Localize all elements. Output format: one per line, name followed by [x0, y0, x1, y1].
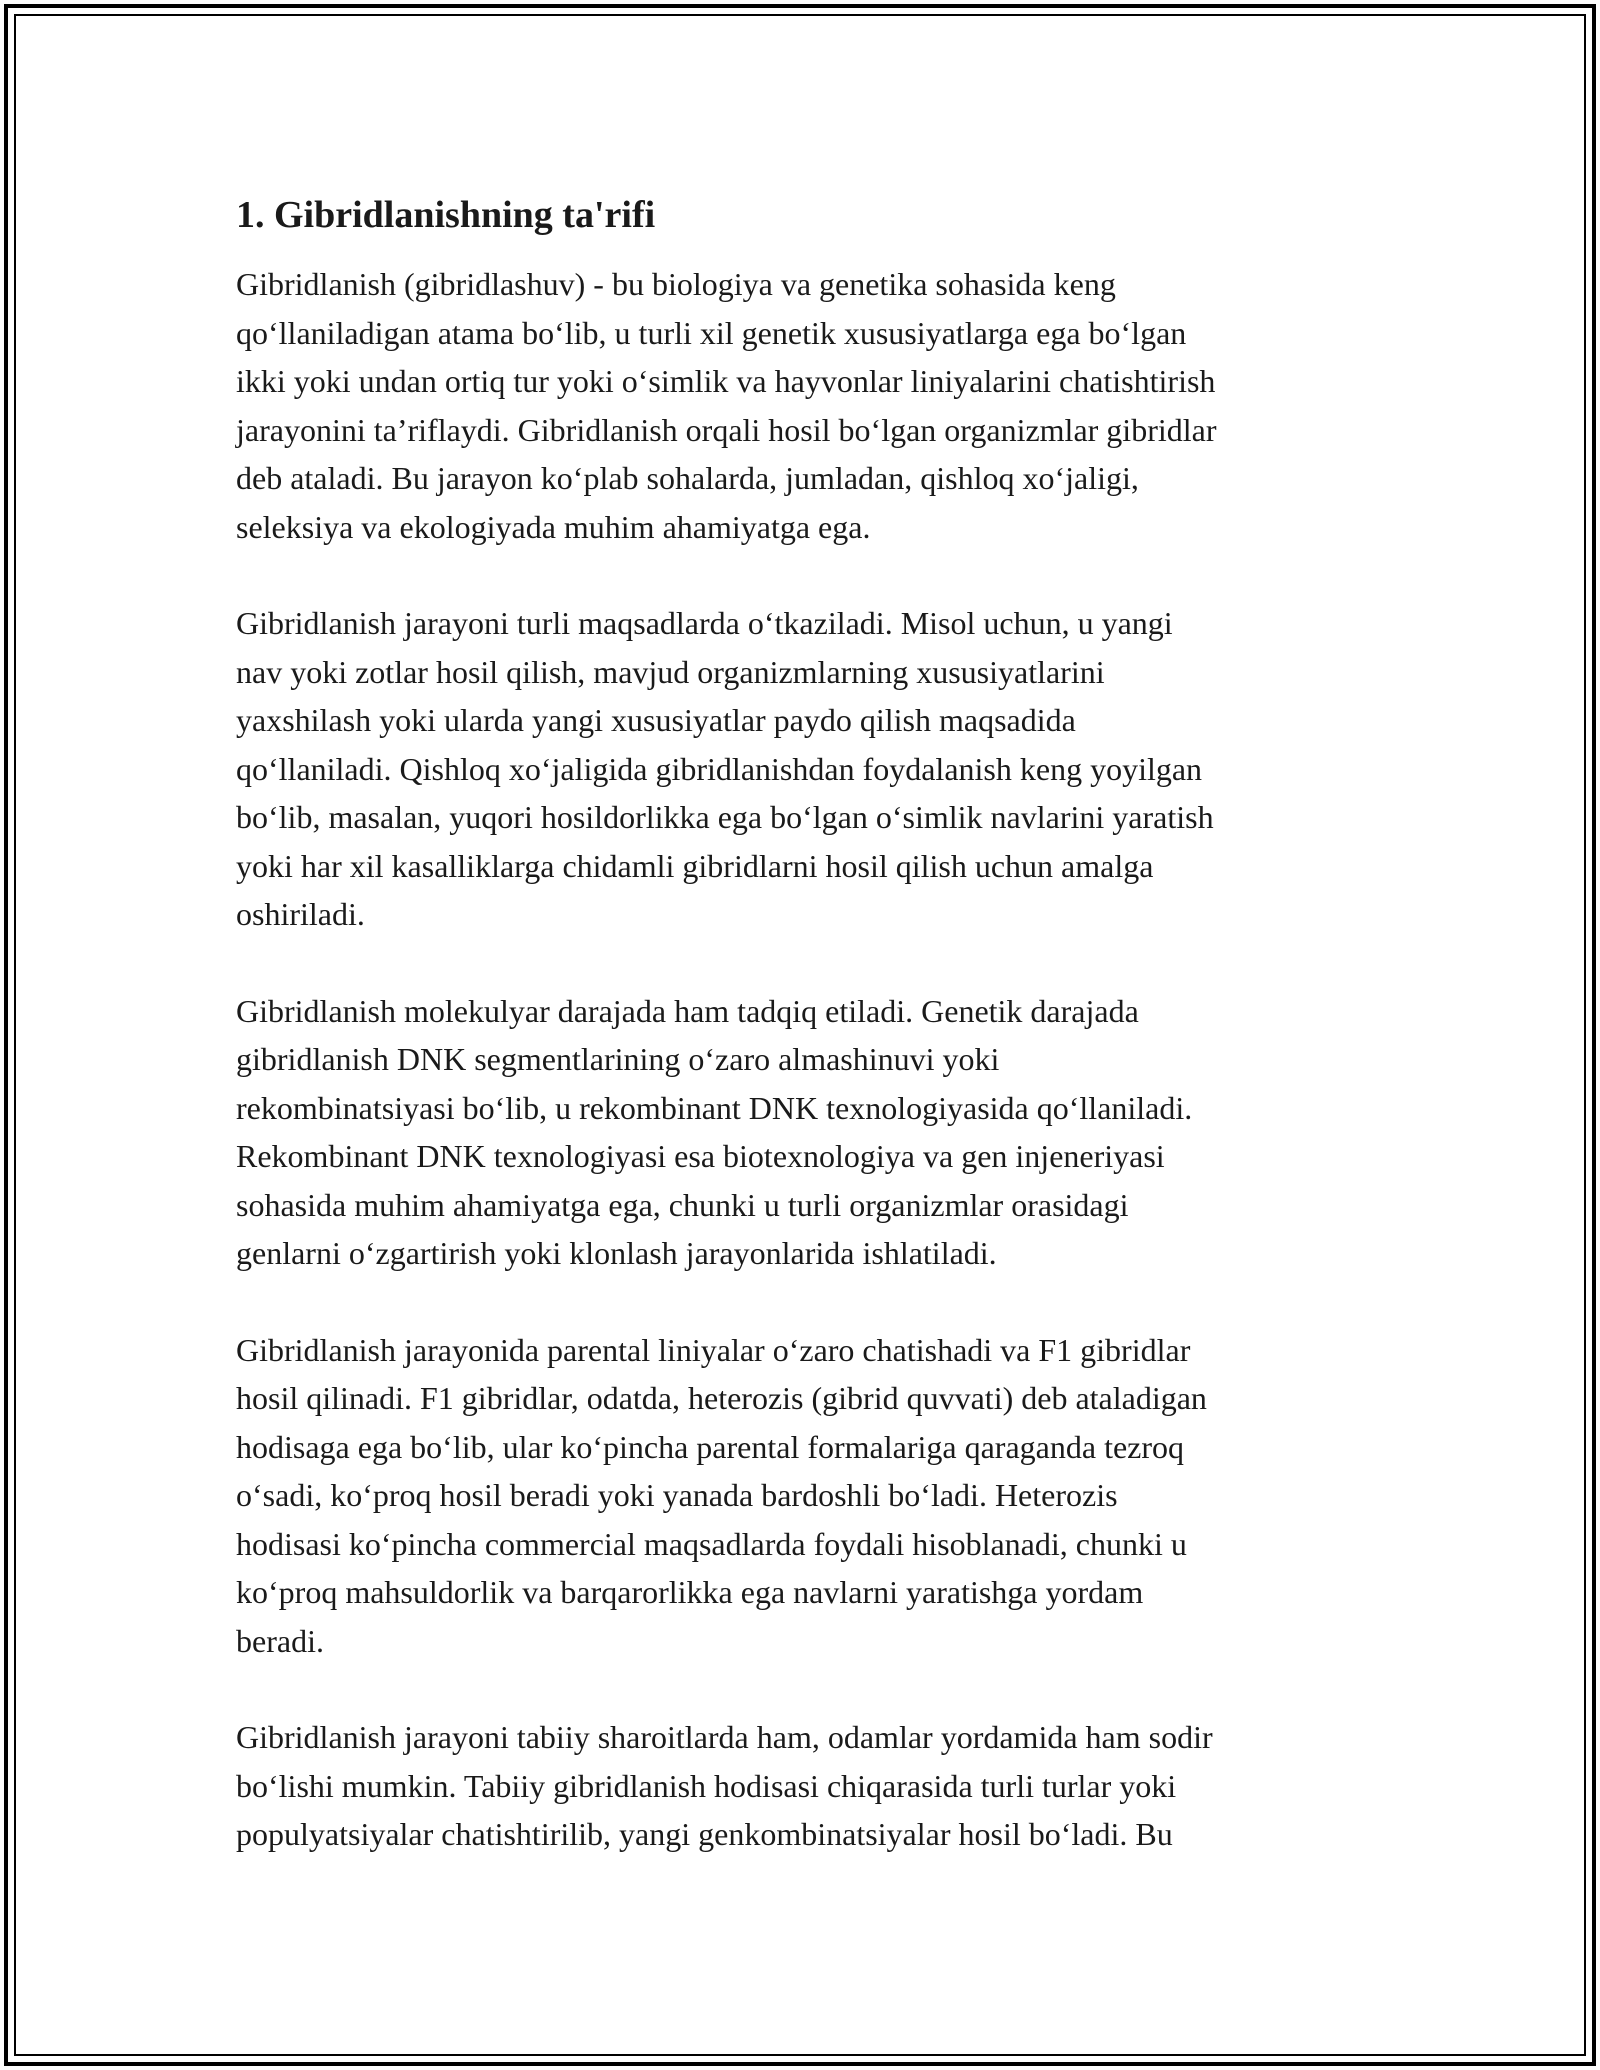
- text-line: yaxshilash yoki ularda yangi xususiyatlar paydo qilish maqsadida: [236, 702, 1076, 738]
- text-line: hodisasi ko‘pincha commercial maqsadlarda foydali hisoblanadi, chunki u: [236, 1525, 1187, 1562]
- text-line: Rekombinant DNK texnologiyasi esa biotexnologiya va gen injeneriyasi: [236, 1138, 1165, 1174]
- text-line: seleksiya va ekologiyada muhim ahamiyatga ega.: [236, 508, 871, 545]
- section-heading: 1. Gibridlanishning ta'rifi: [236, 194, 656, 236]
- text-line: Gibridlanish molekulyar darajada ham tadqiq etiladi. Genetik darajada: [236, 992, 1139, 1029]
- text-line: bo‘lishi mumkin. Tabiiy gibridlanish hodisasi chiqarasida turli turlar yoki: [236, 1767, 1177, 1804]
- text-line: bo‘lib, masalan, yuqori hosildorlikka ega bo‘lgan o‘simlik navlarini yaratish: [236, 799, 1214, 835]
- text-line: Gibridlanish (gibridlashuv) - bu biologiya va genetika sohasida keng: [236, 266, 1116, 302]
- paragraph-5: [236, 1713, 1376, 1859]
- text-line: hosil qilinadi. F1 gibridlar, odatda, heterozis (gibrid quvvati) deb ataladigan: [236, 1380, 1207, 1416]
- text-line: jarayonini ta’riflaydi. Gibridlanish orqali hosil bo‘lgan organizmlar gibridlar: [236, 411, 1217, 448]
- text-line: ko‘proq mahsuldorlik va barqarorlikka ega navlarni yaratishga yordam: [236, 1574, 1144, 1610]
- text-line: Gibridlanish jarayoni turli maqsadlarda o‘tkaziladi. Misol uchun, u yangi: [236, 605, 1173, 641]
- text-line: rekombinatsiyasi bo‘lib, u rekombinant DNK texnologiyasida qo‘llaniladi.: [236, 1089, 1193, 1126]
- text-line: yoki har xil kasalliklarga chidamli gibridlarni hosil qilish uchun amalga: [236, 847, 1154, 884]
- text-line: deb ataladi. Bu jarayon ko‘plab sohalarda, jumladan, qishloq xo‘jaligi,: [236, 460, 1139, 496]
- paragraph-4: [236, 1326, 1376, 1666]
- text-line: populyatsiyalar chatishtirilib, yangi genkombinatsiyalar hosil bo‘ladi. Bu: [236, 1816, 1173, 1852]
- paragraph-3: [236, 987, 1376, 1278]
- text-line: beradi.: [236, 1622, 324, 1659]
- text-line: genlarni o‘zgartirish yoki klonlash jarayonlarida ishlatiladi.: [236, 1235, 997, 1271]
- text-line: nav yoki zotlar hosil qilish, mavjud organizmlarning xususiyatlarini: [236, 653, 1105, 690]
- text-line: ikki yoki undan ortiq tur yoki o‘simlik va hayvonlar liniyalarini chatishtirish: [236, 363, 1216, 399]
- text-line: oshiriladi.: [236, 896, 365, 932]
- text-line: hodisaga ega bo‘lib, ular ko‘pincha parental formalariga qaraganda tezroq: [236, 1428, 1185, 1465]
- paragraph-2: [236, 599, 1376, 939]
- text-line: Gibridlanish jarayonida parental liniyalar o‘zaro chatishadi va F1 gibridlar: [236, 1331, 1191, 1368]
- text-line: sohasida muhim ahamiyatga ega, chunki u turli organizmlar orasidagi: [236, 1186, 1129, 1223]
- document-body: [236, 186, 1376, 1907]
- paragraph-1: [236, 260, 1376, 551]
- text-line: qo‘llaniladigan atama bo‘lib, u turli xil genetik xususiyatlarga ega bo‘lgan: [236, 314, 1187, 351]
- text-line: o‘sadi, ko‘proq hosil beradi yoki yanada bardoshli bo‘ladi. Heterozis: [236, 1477, 1118, 1513]
- text-line: qo‘llaniladi. Qishloq xo‘jaligida gibridlanishdan foydalanish keng yoyilgan: [236, 750, 1203, 787]
- text-line: gibridlanish DNK segmentlarining o‘zaro almashinuvi yoki: [236, 1041, 1000, 1077]
- text-line: Gibridlanish jarayoni tabiiy sharoitlarda ham, odamlar yordamida ham sodir: [236, 1719, 1213, 1755]
